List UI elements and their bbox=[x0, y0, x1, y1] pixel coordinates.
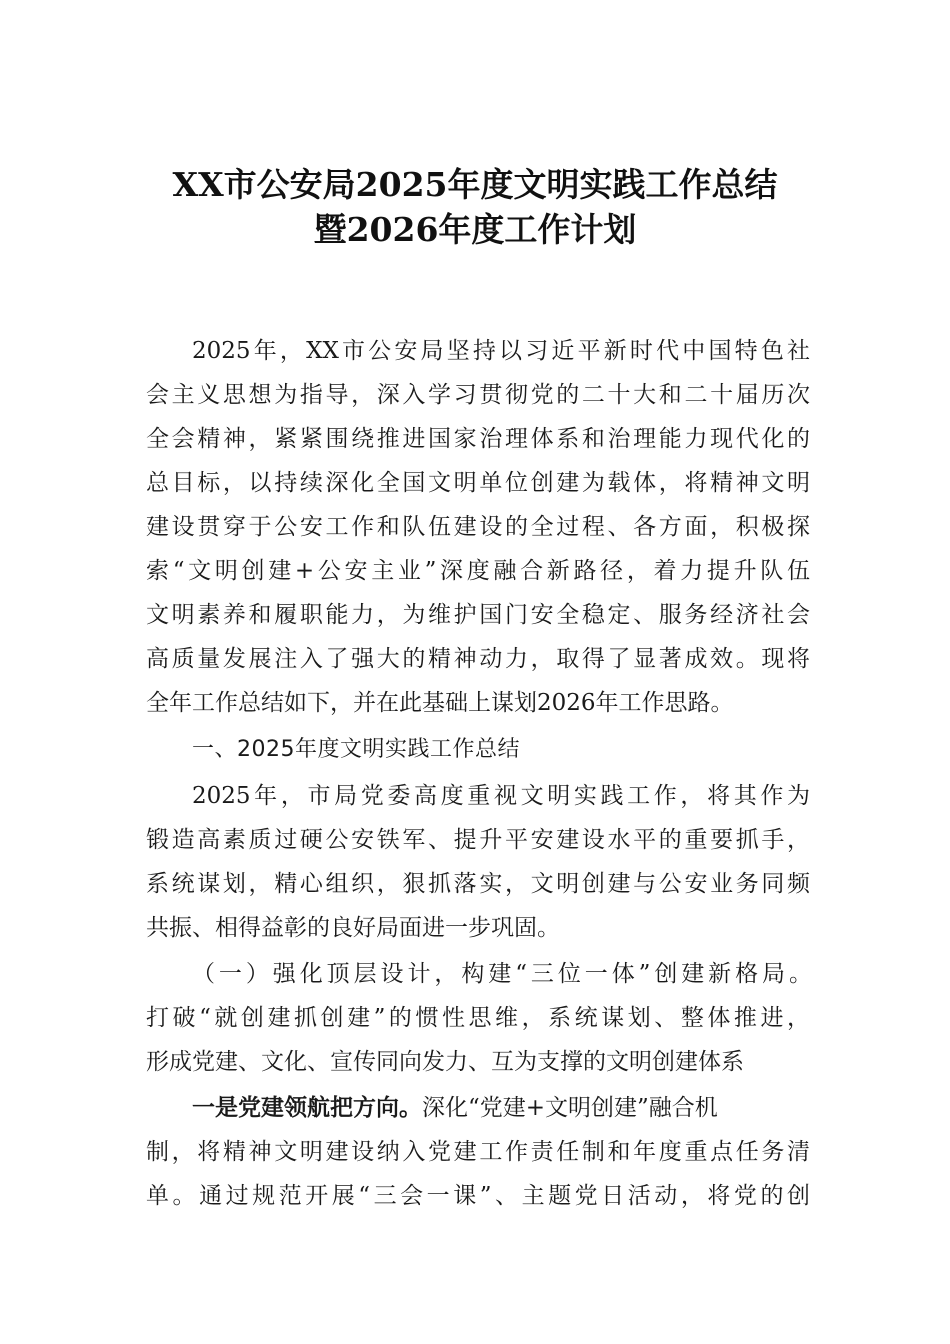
paragraph-line: 形成党建、文化、宣传同向发力、互为支撑的文明创建体系 bbox=[146, 1049, 744, 1075]
paragraph-line: 锻造高素质过硬公安铁军、提升平安建设水平的重要抓手， bbox=[146, 827, 810, 853]
document-title-line-2: 暨2026年度工作计划 bbox=[313, 210, 637, 249]
section-heading: 一、2025年度文明实践工作总结 bbox=[192, 737, 520, 762]
paragraph-line: 打破“就创建抓创建”的惯性思维，系统谋划、整体推进， bbox=[146, 1005, 810, 1031]
paragraph-line: 建设贯穿于公安工作和队伍建设的全过程、各方面，积极探 bbox=[146, 514, 810, 540]
paragraph-lead: 一是党建领航把方向。 bbox=[192, 1094, 422, 1121]
paragraph-text: 深化“党建+文明创建”融合机 bbox=[422, 1095, 718, 1121]
paragraph-line: 共振、相得益彰的良好局面进一步巩固。 bbox=[146, 915, 560, 941]
paragraph-line: 制，将精神文明建设纳入党建工作责任制和年度重点任务清 bbox=[146, 1139, 810, 1165]
paragraph-line: 文明素养和履职能力，为维护国门安全稳定、服务经济社会 bbox=[146, 602, 810, 628]
paragraph-line: 单。通过规范开展“三会一课”、主题党日活动，将党的创 bbox=[146, 1183, 810, 1209]
document-title-line-1: XX市公安局2025年度文明实践工作总结 bbox=[172, 165, 778, 204]
paragraph-line: 2025年，XX市公安局坚持以习近平新时代中国特色社 bbox=[192, 338, 810, 364]
paragraph-line: 高质量发展注入了强大的精神动力，取得了显著成效。现将 bbox=[146, 646, 810, 672]
paragraph-line: 全年工作总结如下，并在此基础上谋划2026年工作思路。 bbox=[146, 690, 734, 716]
paragraph-line: 会主义思想为指导，深入学习贯彻党的二十大和二十届历次 bbox=[146, 382, 810, 408]
subsection-heading: （一）强化顶层设计，构建“三位一体”创建新格局。 bbox=[192, 961, 812, 987]
paragraph-line: 2025年，市局党委高度重视文明实践工作，将其作为 bbox=[192, 783, 810, 809]
paragraph-line-with-lead bbox=[192, 1093, 810, 1123]
paragraph-line: 全会精神，紧紧围绕推进国家治理体系和治理能力现代化的 bbox=[146, 426, 810, 452]
paragraph-line: 总目标，以持续深化全国文明单位创建为载体，将精神文明 bbox=[146, 470, 810, 496]
paragraph-line: 系统谋划，精心组织，狠抓落实，文明创建与公安业务同频 bbox=[146, 871, 810, 897]
paragraph-line: 索“文明创建+公安主业”深度融合新路径，着力提升队伍 bbox=[146, 558, 810, 584]
